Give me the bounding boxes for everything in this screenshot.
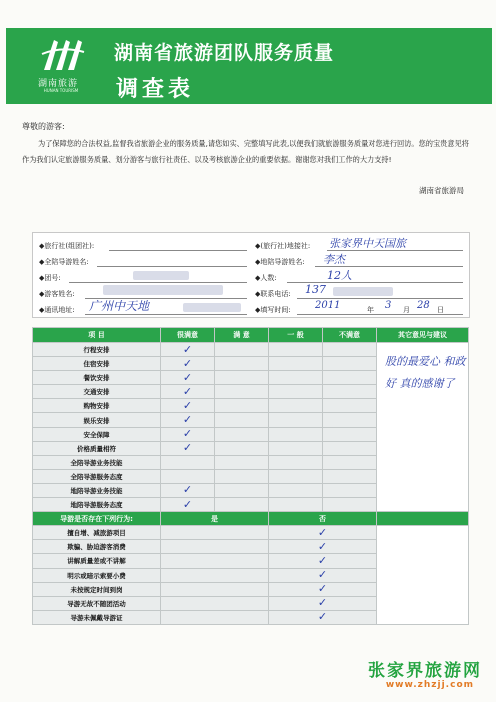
unsatisfied-check[interactable] bbox=[323, 357, 377, 371]
agency-label: ◆旅行社(组团社): bbox=[39, 242, 95, 250]
watermark-site-name: 张家界旅游网 bbox=[368, 661, 482, 681]
redacted-address bbox=[183, 303, 241, 312]
section2-yes-header: 是 bbox=[161, 512, 269, 526]
satisfied-check[interactable] bbox=[215, 469, 269, 483]
satisfied-check[interactable] bbox=[215, 441, 269, 455]
table-row bbox=[33, 526, 469, 540]
yes-check[interactable] bbox=[161, 526, 269, 540]
phone-value: 137 bbox=[305, 283, 326, 296]
no-check[interactable]: ✓ bbox=[269, 526, 377, 540]
survey-table bbox=[32, 327, 469, 625]
unsatisfied-check[interactable] bbox=[323, 455, 377, 469]
address-value: 广州中天地 bbox=[89, 299, 150, 313]
row-label: 价格质量相符 bbox=[33, 441, 161, 455]
average-check[interactable] bbox=[269, 385, 323, 399]
very-satisfied-check[interactable]: ✓ bbox=[161, 498, 215, 512]
row-label: 导游未佩戴导游证 bbox=[33, 610, 161, 624]
header-unsatisfied: 不满意 bbox=[323, 328, 377, 343]
section2-no-header: 否 bbox=[269, 512, 377, 526]
form-title: 湖南省旅游团队服务质量 bbox=[114, 42, 335, 64]
satisfied-check[interactable] bbox=[215, 427, 269, 441]
day-unit: 日 bbox=[437, 306, 444, 314]
unsatisfied-check[interactable] bbox=[323, 469, 377, 483]
unsatisfied-check[interactable] bbox=[323, 399, 377, 413]
average-check[interactable] bbox=[269, 483, 323, 497]
redacted-group-no bbox=[133, 271, 189, 280]
no-check[interactable]: ✓ bbox=[269, 540, 377, 554]
average-check[interactable] bbox=[269, 455, 323, 469]
no-check[interactable]: ✓ bbox=[269, 582, 377, 596]
local-agency-label: ◆(旅行社)地接社: bbox=[255, 242, 311, 250]
watermark-url: www.zhzjj.com bbox=[385, 680, 474, 690]
name-label: ◆游客姓名: bbox=[39, 290, 75, 298]
date-label: ◆填写时间: bbox=[255, 306, 291, 314]
header-average: 一 般 bbox=[269, 328, 323, 343]
group-no-field[interactable] bbox=[69, 282, 247, 283]
yes-check[interactable] bbox=[161, 540, 269, 554]
row-label: 交通安排 bbox=[33, 385, 161, 399]
average-check[interactable] bbox=[269, 343, 323, 357]
date-year: 2011 bbox=[315, 300, 341, 311]
no-check[interactable]: ✓ bbox=[269, 568, 377, 582]
average-check[interactable] bbox=[269, 441, 323, 455]
row-label: 导游无故不随团活动 bbox=[33, 596, 161, 610]
unsatisfied-check[interactable] bbox=[323, 483, 377, 497]
unsatisfied-check[interactable] bbox=[323, 441, 377, 455]
row-label: 未按规定时间到岗 bbox=[33, 582, 161, 596]
local-guide-value: 李杰 bbox=[323, 253, 345, 266]
signature: 湖南省旅游局 bbox=[419, 186, 464, 195]
header-satisfied: 满 意 bbox=[215, 328, 269, 343]
group-no-label: ◆团号: bbox=[39, 274, 61, 282]
no-check[interactable]: ✓ bbox=[269, 596, 377, 610]
no-check[interactable]: ✓ bbox=[269, 554, 377, 568]
section2-header-row bbox=[33, 512, 469, 526]
row-label: 行程安排 bbox=[33, 343, 161, 357]
average-check[interactable] bbox=[269, 469, 323, 483]
yes-check[interactable] bbox=[161, 610, 269, 624]
satisfied-check[interactable] bbox=[215, 371, 269, 385]
unsatisfied-check[interactable] bbox=[323, 498, 377, 512]
logo-text: 湖南旅游 bbox=[37, 79, 78, 89]
address-label: ◆通讯地址: bbox=[39, 306, 75, 314]
phone-label: ◆联系电话: bbox=[255, 290, 291, 298]
average-check[interactable] bbox=[269, 427, 323, 441]
satisfied-check[interactable] bbox=[215, 343, 269, 357]
logo-english: HUNAN TOURISM bbox=[43, 88, 79, 93]
very-satisfied-check[interactable] bbox=[161, 455, 215, 469]
row-label: 娱乐安排 bbox=[33, 413, 161, 427]
date-month: 3 bbox=[385, 300, 392, 311]
average-check[interactable] bbox=[269, 371, 323, 385]
average-check[interactable] bbox=[269, 413, 323, 427]
yes-check[interactable] bbox=[161, 582, 269, 596]
row-label: 地陪导游业务技能 bbox=[33, 483, 161, 497]
header-band bbox=[6, 28, 492, 104]
guide-field[interactable] bbox=[97, 266, 247, 267]
yes-check[interactable] bbox=[161, 568, 269, 582]
section2-spacer bbox=[377, 512, 469, 526]
average-check[interactable] bbox=[269, 357, 323, 371]
very-satisfied-check[interactable]: ✓ bbox=[161, 399, 215, 413]
count-label: ◆人数: bbox=[255, 274, 277, 282]
guide-label: ◆全陪导游姓名: bbox=[39, 258, 89, 266]
intro-paragraph: 为了保障您的合法权益,监督我省旅游企业的服务质量,请您如实、完整填写此表,以便我们就旅游服务质量对您进行回访。您的宝贵意见将作为我们认定旅游服务质量、划分游客与旅行社责任、以及考核旅游企业的重要依据。谢谢您对我们工作的大力支持! bbox=[22, 139, 469, 164]
redacted-name bbox=[103, 285, 223, 295]
row-label: 餐饮安排 bbox=[33, 371, 161, 385]
row-label: 全陪导游业务技能 bbox=[33, 455, 161, 469]
phone-field[interactable] bbox=[297, 298, 463, 299]
local-guide-label: ◆地陪导游姓名: bbox=[255, 258, 305, 266]
agency-field[interactable] bbox=[109, 250, 247, 251]
tourism-logo bbox=[36, 32, 106, 98]
very-satisfied-check[interactable]: ✓ bbox=[161, 357, 215, 371]
very-satisfied-check[interactable] bbox=[161, 469, 215, 483]
row-label: 擅自增、减旅游项目 bbox=[33, 526, 161, 540]
row-label: 住宿安排 bbox=[33, 357, 161, 371]
redacted-phone bbox=[333, 287, 393, 296]
unsatisfied-check[interactable] bbox=[323, 371, 377, 385]
header-item: 项 目 bbox=[33, 328, 161, 343]
month-unit: 月 bbox=[403, 306, 410, 314]
yes-check[interactable] bbox=[161, 554, 269, 568]
comments-text: 股的最爱心 和政好 真的感谢了 bbox=[385, 355, 466, 390]
local-agency-value: 张家界中天国旅 bbox=[329, 237, 406, 250]
unsatisfied-check[interactable] bbox=[323, 413, 377, 427]
row-label: 购物安排 bbox=[33, 399, 161, 413]
section2-blank-cell bbox=[377, 526, 469, 625]
date-day: 28 bbox=[417, 300, 430, 311]
very-satisfied-check[interactable]: ✓ bbox=[161, 343, 215, 357]
header-comments: 其它意见与建议 bbox=[377, 328, 469, 343]
satisfied-check[interactable] bbox=[215, 357, 269, 371]
yes-check[interactable] bbox=[161, 596, 269, 610]
satisfied-check[interactable] bbox=[215, 498, 269, 512]
satisfied-check[interactable] bbox=[215, 455, 269, 469]
very-satisfied-check[interactable]: ✓ bbox=[161, 385, 215, 399]
unsatisfied-check[interactable] bbox=[323, 427, 377, 441]
very-satisfied-check[interactable]: ✓ bbox=[161, 371, 215, 385]
row-label: 讲解质量差或不讲解 bbox=[33, 554, 161, 568]
very-satisfied-check[interactable]: ✓ bbox=[161, 413, 215, 427]
section2-title: 导游是否存在下列行为: bbox=[33, 512, 161, 526]
satisfied-check[interactable] bbox=[215, 385, 269, 399]
row-label: 全陪导游服务态度 bbox=[33, 469, 161, 483]
comments-cell[interactable] bbox=[377, 343, 469, 512]
average-check[interactable] bbox=[269, 399, 323, 413]
very-satisfied-check[interactable]: ✓ bbox=[161, 441, 215, 455]
average-check[interactable] bbox=[269, 498, 323, 512]
logo-brush-icon bbox=[40, 34, 86, 74]
very-satisfied-check[interactable]: ✓ bbox=[161, 427, 215, 441]
row-label: 明示或暗示索要小费 bbox=[33, 568, 161, 582]
satisfied-check[interactable] bbox=[215, 483, 269, 497]
greeting: 尊敬的游客: bbox=[22, 122, 65, 131]
row-label: 欺骗、胁迫游客消费 bbox=[33, 540, 161, 554]
row-label: 安全保障 bbox=[33, 427, 161, 441]
unsatisfied-check[interactable] bbox=[323, 385, 377, 399]
very-satisfied-check[interactable]: ✓ bbox=[161, 483, 215, 497]
address-field[interactable] bbox=[85, 314, 247, 315]
info-box bbox=[32, 232, 470, 318]
row-label: 地陪导游服务态度 bbox=[33, 498, 161, 512]
year-unit: 年 bbox=[367, 306, 374, 314]
satisfied-check[interactable] bbox=[215, 399, 269, 413]
form-subtitle: 调查表 bbox=[116, 77, 195, 102]
unsatisfied-check[interactable] bbox=[323, 343, 377, 357]
table-header-row bbox=[33, 328, 469, 343]
count-value: 12人 bbox=[327, 269, 352, 282]
header-very-satisfied: 很满意 bbox=[161, 328, 215, 343]
no-check[interactable]: ✓ bbox=[269, 610, 377, 624]
table-row bbox=[33, 343, 469, 357]
satisfied-check[interactable] bbox=[215, 413, 269, 427]
